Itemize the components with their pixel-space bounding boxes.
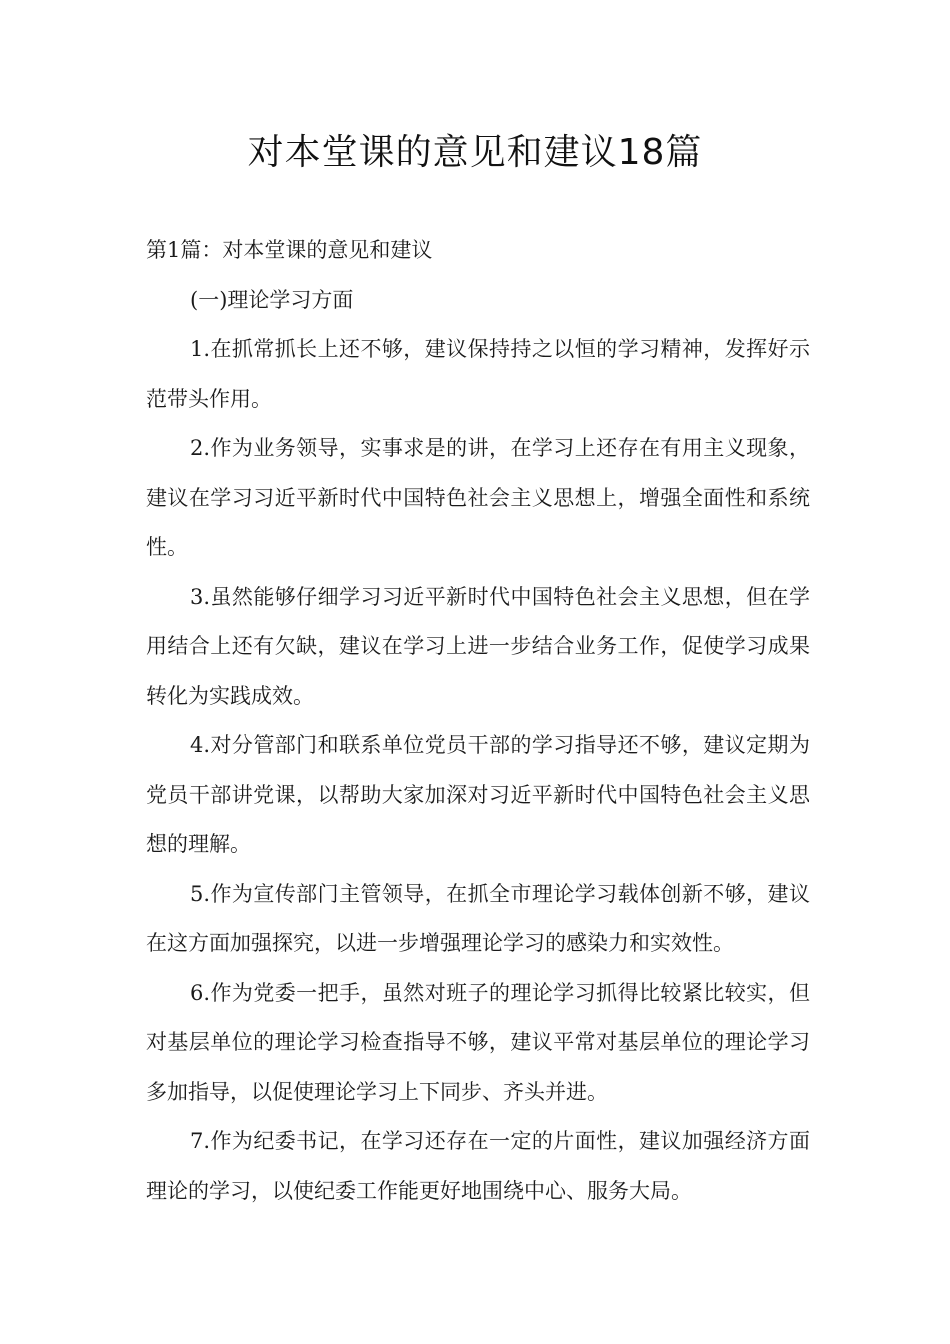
- section-heading: 第1篇：对本堂课的意见和建议: [146, 238, 433, 262]
- paragraph-6: 6.作为党委一把手，虽然对班子的理论学习抓得比较紧比较实，但对基层单位的理论学习检查指导不够，建议平常对基层单位的理论学习多加指导，以促使理论学习上下同步、齐头并进。: [146, 980, 810, 1104]
- paragraph-7: 7.作为纪委书记，在学习还存在一定的片面性，建议加强经济方面理论的学习，以使纪委工作能更好地围绕中心、服务大局。: [146, 1129, 810, 1203]
- paragraph-4: 4.对分管部门和联系单位党员干部的学习指导还不够，建议定期为党员干部讲党课，以帮助大家加深对习近平新时代中国特色社会主义思想的理解。: [146, 733, 810, 856]
- paragraph-3: 3.虽然能够仔细学习习近平新时代中国特色社会主义思想，但在学用结合上还有欠缺，建议在学习上进一步结合业务工作，促使学习成果转化为实践成效。: [146, 584, 810, 708]
- subsection-heading: (一)理论学习方面: [190, 287, 354, 312]
- paragraph-1: 1.在抓常抓长上还不够，建议保持持之以恒的学习精神，发挥好示范带头作用。: [146, 337, 810, 411]
- document-body: [146, 226, 810, 1216]
- paragraph-2: 2.作为业务领导，实事求是的讲，在学习上还存在有用主义现象，建议在学习习近平新时代中国特色社会主义思想上，增强全面性和系统性。: [146, 436, 810, 559]
- document-title: 对本堂课的意见和建议18篇: [247, 132, 703, 173]
- paragraph-5: 5.作为宣传部门主管领导，在抓全市理论学习载体创新不够，建议在这方面加强探究，以进一步增强理论学习的感染力和实效性。: [146, 881, 810, 955]
